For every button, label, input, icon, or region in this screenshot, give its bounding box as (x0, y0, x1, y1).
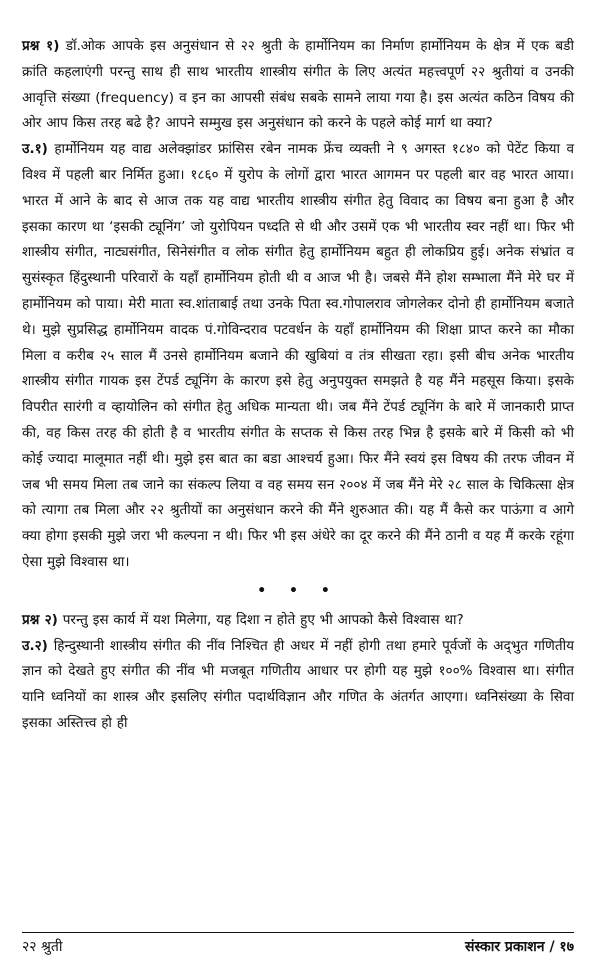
question-2-text: परन्तु इस कार्य में यश मिलेगा, यह दिशा न होते हुए भी आपको कैसे विश्‍वास था? (62, 611, 464, 628)
answer-2-text: हिन्दुस्थानी शास्त्रीय संगीत की नींव निश्‍चित ही अधर में नहीं होगी तथा हमारे पूर्वजों के अद्‌भुत गणितीय ज्ञान को देखते हुए संगीत की नींव भी मजबूत गणितीय आधार पर होगी यह मुझे १००% विश्‍वास था। संगीत यानि ध्वनियों का शास्त्र और इसलिए संगीत पदार्थविज्ञान और गणित के अंतर्गत आएगा। ध्वनिसंख्या के सिवा इसका अस्तित्त्व हो ही (22, 637, 574, 731)
footer-publisher-page-number: संस्कार प्रकाशन / १७ (465, 939, 574, 955)
answer-2 (22, 634, 574, 737)
question-2 (22, 608, 574, 634)
answer-1-text: हार्मोनियम यह वाद्य अलेक्झांडर फ्रांसिस रबेन नामक फ्रेंच व्यक्ती ने ९ अगस्त १८४० को पेटेंट किया व विश्व में पहली बार निर्मित हुआ। १८६० में युरोप के लोगों द्वारा भारत आगमन पर पहली बार वह भारत आया। भारत में आने के बाद से आज तक यह वाद्य भारतीय शास्त्रीय संगीत हेतु विवाद का विषय बना हुआ है और इसका कारण था ‘इसकी ट्यूनिंग’ जो युरोपियन पध्दति से थी और उसमें एक भी भारतीय स्वर नहीं था। फिर भी शास्त्रीय संगीत, नाट्यसंगीत, सिनेसंगीत व लोक संगीत हेतु हार्मोनियम बहुत ही लोकप्रिय हुई। अनेक संभ्रांत व सुसंस्कृत हिंदुस्थानी परिवारों के यहाँ हार्मोनियम होती थी व आज भी है। जबसे मैंने होश सम्भाला मैंने मेरे घर में हार्मोनियम को पाया। मेरी माता स्व.शांताबाई तथा उनके पिता स्व.गोपालराव जोगलेकर दोनो ही हार्मोनियम बजाते थे। मुझे सुप्रसिद्ध हार्मोनियम वादक पं.गोविन्दराव पटवर्धन के यहाँ हार्मोनियम की शिक्षा प्राप्त करने का मौका मिला व करीब २५ साल मैं उनसे हार्मोनियम बजाने की खुबियां व तंत्र सीखता रहा। इसी बीच अनेक भारतीय शास्त्रीय संगीत गायक इस टेंपर्ड ट्यूनिंग के कारण इसे हेतु अनुपयुक्त समझते है यह मैंने महसूस किया। इसके विपरीत सारंगी व व्हायोलिन को संगीत हेतु अधिक मान्यता थी। जब मैंने टेंपर्ड ट्यूनिंग के बारे में जानकारी प्राप्त की, वह किस तरह की होती है व भारतीय संगीत के सप्तक से किस तरह भिन्न है इसके बारे में किसी को भी कोई ज्यादा मालूमात नहीं थी। मुझे इस बात का बडा आश्चर्य हुआ। फिर मैंने स्वयं इस विषय की तरफ जीवन में जब भी समय मिला तब जाने का संकल्प लिया व वह समय सन २००४ में जब मैंने मेरे २८ साल के चिकित्सा क्षेत्र को त्यागा तब मिला और २२ श्रुतीयों का अनुसंधान करने की मैंने शुरुआत की। यह मैं कैसे कर पाऊंगा व आगे क्या होगा इसकी मुझे जरा भी कल्पना न थी। फिर भी इस अंधेरे का दूर करने की मैंने ठानी व यह मैं करके रहूंगा ऐसा मुझे विश्‍वास था। (22, 141, 574, 570)
answer-1 (22, 137, 574, 576)
question-1-text: डॉ.ओक आपके इस अनुसंधान से २२ श्रुती के हार्मोनियम का निर्माण हार्मोनियम के क्षेत्र में एक बडी क्रांति कहलाएंगी परन्तु साथ ही साथ भारतीय शास्त्रीय संगीत के लिए अत्यंत महत्त्वपूर्ण २२ श्रुतीयां व उनकी आवृत्ति संख्या (frequency) व इन का आपसी संबंध सबके सामने लाया गया है। इस अत्यंत कठिन विषय की ओर आप किस तरह बढे है? आपने सम्मुख इस अनुसंधान को करने के पहले कोई मार्ग था क्या? (22, 38, 574, 132)
page-footer (22, 937, 574, 957)
footer-divider (22, 932, 574, 933)
question-1-label: प्रश्न १) (22, 38, 60, 54)
question-2-label: प्रश्न २) (22, 611, 58, 628)
answer-2-label: उ.२) (22, 637, 48, 654)
section-separator: • • • (257, 582, 339, 599)
answer-1-label: उ.१) (22, 141, 48, 158)
footer-book-title: २२ श्रुती (22, 939, 63, 955)
question-1 (22, 34, 574, 137)
